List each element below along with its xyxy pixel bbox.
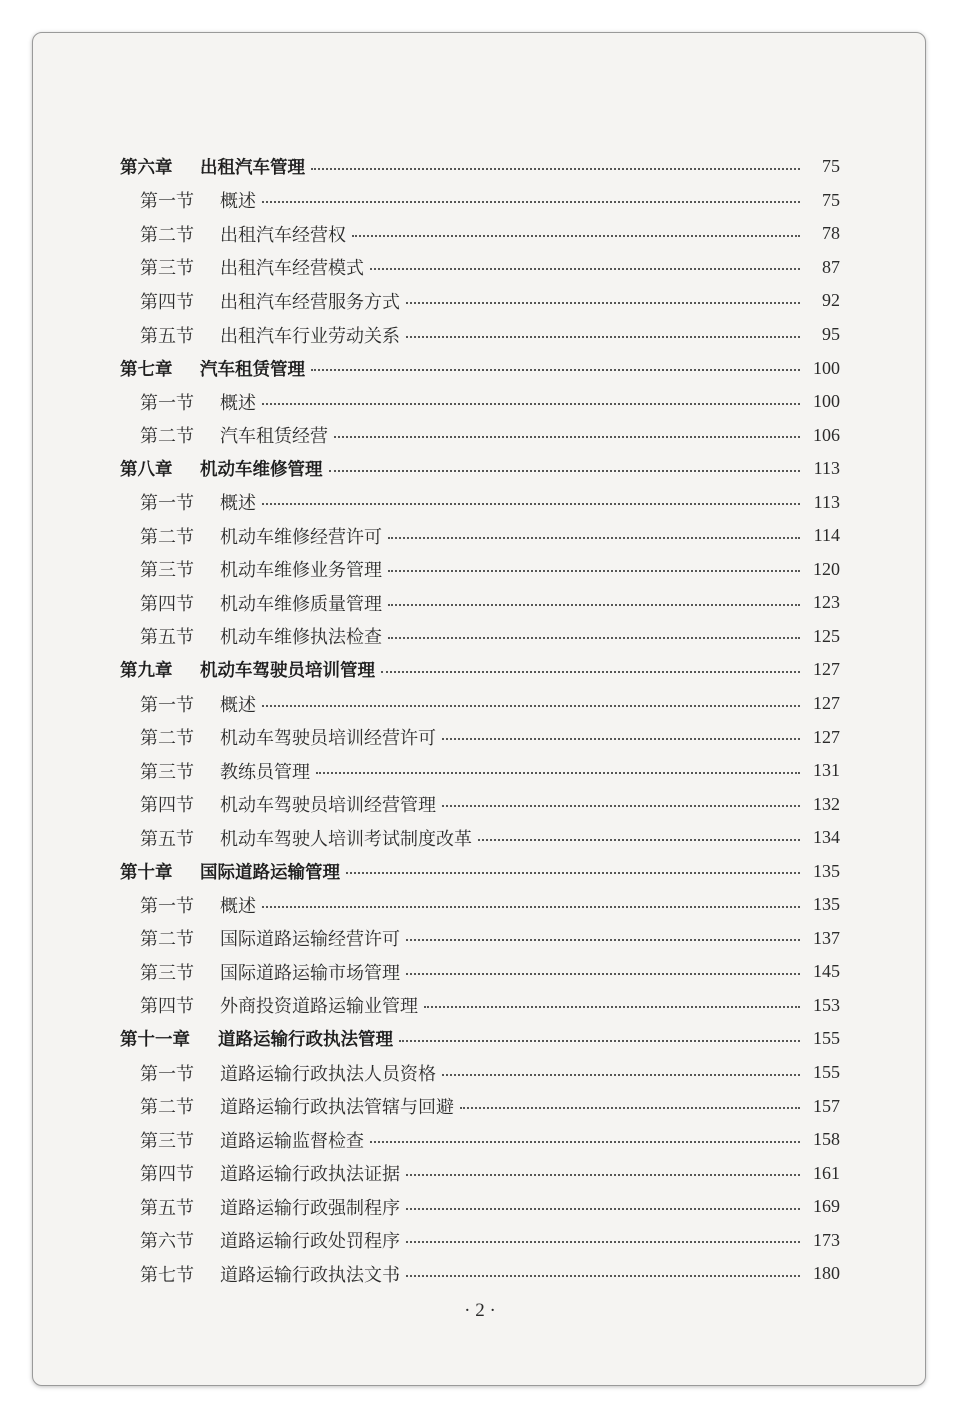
section-label: 第一节	[140, 895, 194, 917]
toc-section-row	[120, 955, 840, 989]
toc-section-row	[120, 586, 840, 620]
section-title: 概述	[220, 895, 256, 917]
toc-chapter-row	[120, 351, 840, 385]
dot-leader	[388, 604, 800, 606]
section-label: 第二节	[140, 1097, 194, 1119]
page-ref: 106	[813, 424, 840, 445]
section-title: 机动车维修经营许可	[220, 526, 382, 548]
page-ref: 131	[813, 760, 840, 781]
section-title: 国际道路运输市场管理	[220, 962, 400, 984]
section-title: 道路运输行政处罚程序	[220, 1231, 400, 1253]
dot-leader	[346, 872, 800, 874]
chapter-title: 汽车租赁管理	[200, 359, 305, 380]
section-label: 第一节	[140, 392, 194, 414]
dot-leader	[406, 1208, 800, 1210]
dot-leader	[406, 1275, 800, 1277]
toc-section-row	[120, 787, 840, 821]
section-label: 第五节	[140, 325, 194, 347]
page-ref: 135	[813, 894, 840, 915]
dot-leader	[262, 201, 800, 203]
page-ref: 87	[822, 256, 840, 277]
page-ref: 137	[813, 927, 840, 948]
section-label: 第七节	[140, 1264, 194, 1286]
page-ref: 161	[813, 1162, 840, 1183]
toc-chapter-row	[120, 854, 840, 888]
dot-leader	[334, 436, 800, 438]
page-number: · 2 ·	[464, 1300, 496, 1321]
page-ref: 100	[813, 357, 840, 378]
toc-section-row	[120, 922, 840, 956]
toc-section-row	[120, 217, 840, 251]
chapter-label: 第七章	[120, 359, 173, 380]
dot-leader	[406, 302, 800, 304]
section-label: 第三节	[140, 761, 194, 783]
dot-leader	[352, 235, 800, 237]
section-title: 概述	[220, 493, 256, 515]
dot-leader	[262, 705, 800, 707]
page-ref: 132	[813, 793, 840, 814]
toc-section-row	[120, 821, 840, 855]
section-title: 机动车维修质量管理	[220, 593, 382, 615]
toc-section-row	[120, 485, 840, 519]
section-label: 第五节	[140, 1197, 194, 1219]
chapter-label: 第八章	[120, 460, 173, 481]
section-label: 第三节	[140, 1130, 194, 1152]
page-ref: 95	[822, 324, 840, 344]
dot-leader	[460, 1107, 800, 1109]
page-ref: 145	[813, 961, 840, 982]
dot-leader	[424, 1006, 800, 1008]
section-label: 第一节	[140, 191, 194, 213]
section-title: 出租汽车行业劳动关系	[220, 325, 400, 347]
toc-section-row	[120, 1123, 840, 1157]
dot-leader	[329, 470, 801, 472]
toc-section-row	[120, 519, 840, 553]
section-label: 第六节	[140, 1231, 194, 1253]
dot-leader	[442, 738, 800, 740]
page-ref: 155	[813, 1062, 840, 1083]
section-label: 第三节	[140, 962, 194, 984]
chapter-label: 第九章	[120, 661, 173, 682]
page-ref: 100	[813, 391, 840, 412]
dot-leader	[381, 671, 800, 673]
page-ref: 123	[813, 592, 840, 613]
toc-section-row	[120, 1056, 840, 1090]
toc-section-row	[120, 1089, 840, 1123]
dot-leader	[262, 503, 800, 505]
toc-section-row	[120, 989, 840, 1023]
section-title: 教练员管理	[220, 761, 310, 783]
section-label: 第二节	[140, 526, 194, 548]
section-title: 机动车维修业务管理	[220, 560, 382, 582]
dot-leader	[406, 973, 800, 975]
toc-chapter-row	[120, 452, 840, 486]
page-ref: 113	[813, 458, 840, 479]
chapter-title: 机动车维修管理	[200, 460, 323, 481]
toc-chapter-row	[120, 150, 840, 184]
toc-section-row	[120, 553, 840, 587]
page-ref: 155	[813, 1028, 840, 1049]
toc-section-row	[120, 1257, 840, 1291]
toc-section-row	[120, 1224, 840, 1258]
toc-section-row	[120, 385, 840, 419]
dot-leader	[442, 1074, 800, 1076]
section-title: 道路运输行政执法文书	[220, 1264, 400, 1286]
page-ref: 78	[822, 223, 840, 244]
section-label: 第一节	[140, 493, 194, 515]
toc-section-row	[120, 720, 840, 754]
chapter-title: 国际道路运输管理	[200, 862, 340, 883]
chapter-title: 机动车驾驶员培训管理	[200, 661, 375, 682]
page-ref: 180	[813, 1263, 840, 1284]
section-title: 道路运输行政执法人员资格	[220, 1063, 436, 1085]
section-title: 道路运输行政强制程序	[220, 1197, 400, 1219]
toc-section-row	[120, 620, 840, 654]
section-label: 第二节	[140, 929, 194, 951]
section-label: 第四节	[140, 593, 194, 615]
dot-leader	[311, 369, 800, 371]
section-title: 出租汽车经营模式	[220, 258, 364, 280]
section-title: 机动车驾驶员培训经营管理	[220, 795, 436, 817]
table-of-contents	[120, 150, 840, 1291]
section-title: 道路运输监督检查	[220, 1130, 364, 1152]
dot-leader	[370, 1141, 800, 1143]
dot-leader	[311, 168, 800, 170]
page-ref: 135	[813, 860, 840, 881]
toc-section-row	[120, 888, 840, 922]
section-title: 国际道路运输经营许可	[220, 929, 400, 951]
toc-chapter-row	[120, 653, 840, 687]
section-title: 机动车维修执法检查	[220, 627, 382, 649]
page-ref: 153	[813, 994, 840, 1015]
dot-leader	[442, 805, 800, 807]
page-ref: 127	[813, 726, 840, 747]
dot-leader	[478, 839, 800, 841]
section-label: 第四节	[140, 291, 194, 313]
section-label: 第三节	[140, 560, 194, 582]
chapter-label: 第十章	[120, 862, 173, 883]
toc-section-row	[120, 318, 840, 352]
chapter-title: 出租汽车管理	[200, 158, 305, 179]
toc-section-row	[120, 418, 840, 452]
toc-section-row	[120, 284, 840, 318]
toc-section-row	[120, 754, 840, 788]
page-ref: 125	[813, 625, 840, 646]
section-title: 概述	[220, 694, 256, 716]
dot-leader	[406, 939, 800, 941]
section-label: 第四节	[140, 996, 194, 1018]
dot-leader	[388, 637, 800, 639]
section-title: 概述	[220, 392, 256, 414]
toc-chapter-row	[120, 1022, 840, 1056]
toc-section-row	[120, 687, 840, 721]
section-title: 汽车租赁经营	[220, 426, 328, 448]
toc-section-row	[120, 184, 840, 218]
page-ref: 92	[822, 290, 840, 311]
dot-leader	[370, 268, 800, 270]
section-label: 第二节	[140, 728, 194, 750]
dot-leader	[406, 336, 800, 338]
section-title: 外商投资道路运输业管理	[220, 996, 418, 1018]
section-label: 第一节	[140, 1063, 194, 1085]
section-label: 第二节	[140, 426, 194, 448]
dot-leader	[262, 906, 800, 908]
toc-section-row	[120, 251, 840, 285]
section-label: 第二节	[140, 224, 194, 246]
page-ref: 157	[813, 1095, 840, 1116]
page-ref: 158	[813, 1129, 840, 1150]
page-ref: 75	[822, 189, 840, 210]
chapter-title: 道路运输行政执法管理	[218, 1030, 393, 1051]
section-title: 出租汽车经营服务方式	[220, 291, 400, 313]
section-label: 第一节	[140, 694, 194, 716]
section-label: 第三节	[140, 258, 194, 280]
page-ref: 134	[813, 827, 840, 848]
toc-section-row	[120, 1190, 840, 1224]
dot-leader	[388, 537, 800, 539]
section-title: 道路运输行政执法证据	[220, 1164, 400, 1186]
section-title: 概述	[220, 191, 256, 213]
chapter-label: 第六章	[120, 158, 173, 179]
section-title: 出租汽车经营权	[220, 224, 346, 246]
toc-section-row	[120, 1156, 840, 1190]
section-title: 道路运输行政执法管辖与回避	[220, 1097, 454, 1119]
dot-leader	[262, 403, 800, 405]
dot-leader	[388, 570, 800, 572]
page-ref: 169	[813, 1196, 840, 1217]
section-label: 第五节	[140, 828, 194, 850]
dot-leader	[406, 1174, 800, 1176]
page-ref: 75	[822, 156, 840, 177]
page-ref: 127	[813, 659, 840, 680]
page-ref: 113	[813, 491, 840, 512]
section-title: 机动车驾驶人培训考试制度改革	[220, 828, 472, 850]
dot-leader	[399, 1040, 800, 1042]
section-label: 第四节	[140, 795, 194, 817]
page-ref: 127	[813, 693, 840, 714]
page-ref: 173	[813, 1229, 840, 1250]
dot-leader	[316, 772, 800, 774]
chapter-label: 第十一章	[120, 1030, 190, 1051]
page-ref: 114	[813, 525, 840, 546]
section-label: 第五节	[140, 627, 194, 649]
section-title: 机动车驾驶员培训经营许可	[220, 728, 436, 750]
page-ref: 120	[813, 558, 840, 579]
dot-leader	[406, 1241, 800, 1243]
section-label: 第四节	[140, 1164, 194, 1186]
